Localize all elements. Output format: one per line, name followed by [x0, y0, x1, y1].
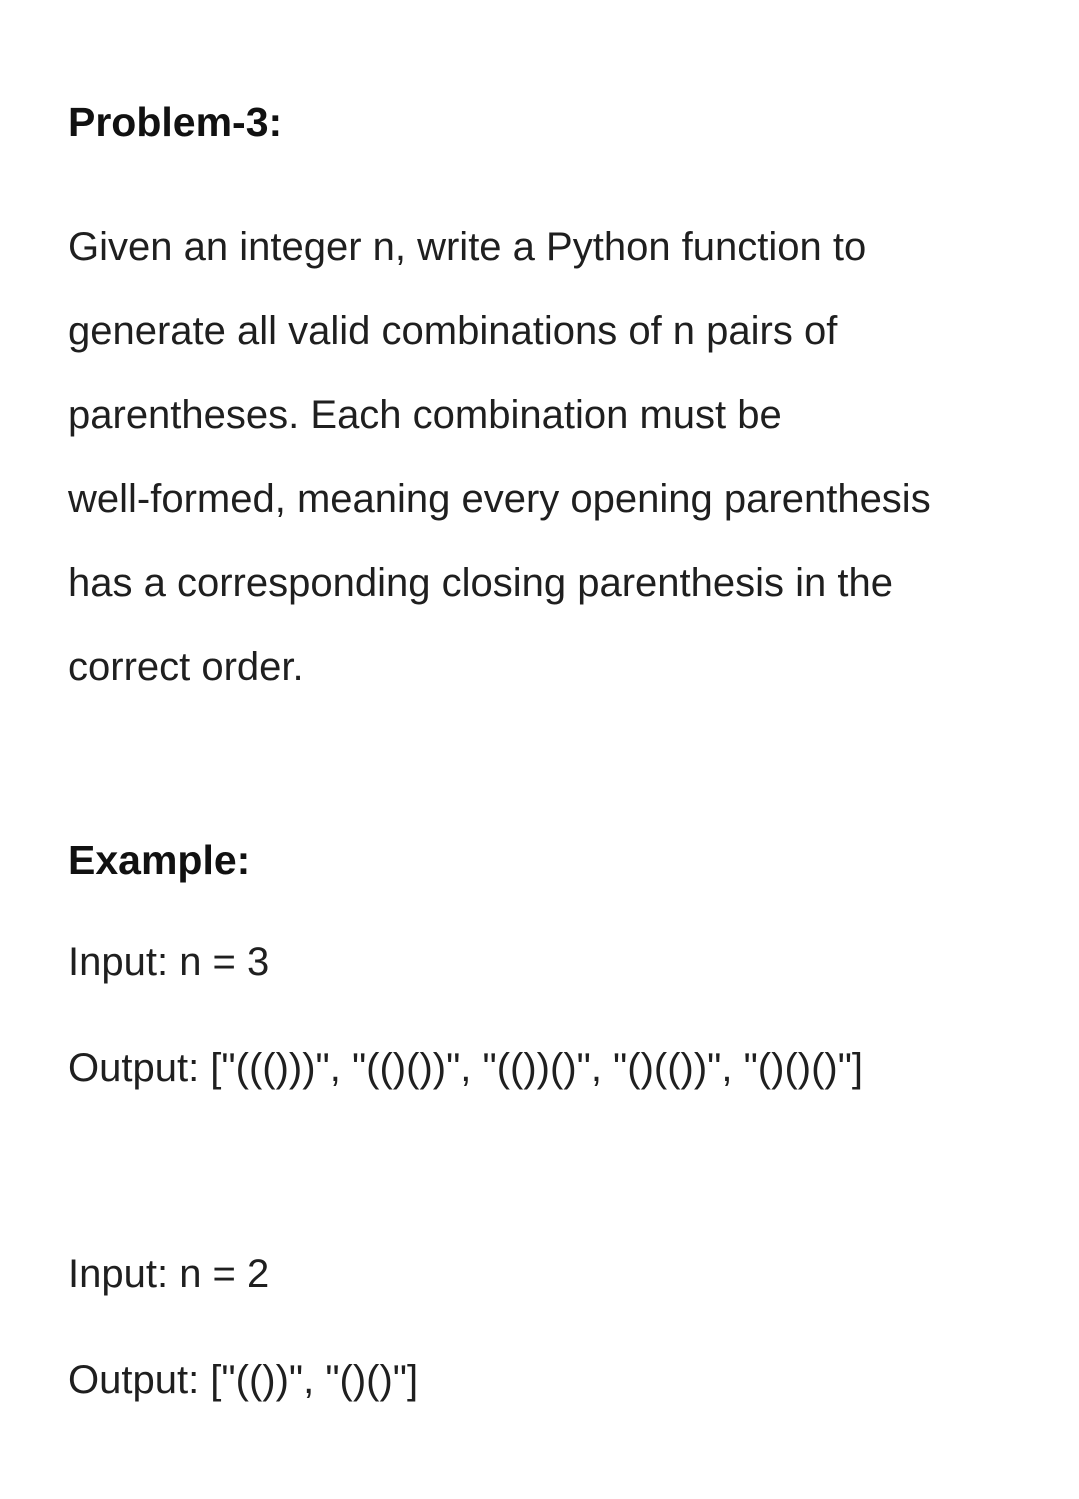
- description-line: Given an integer n, write a Python function to: [68, 225, 867, 269]
- description-line: generate all valid combinations of n pairs of: [68, 309, 838, 353]
- example-output-1: Output: ["((()))", "(()())", "(())()", "()(())", "()()()"]: [68, 1046, 864, 1090]
- description-line: correct order.: [68, 645, 304, 689]
- description-line: has a corresponding closing parenthesis in the: [68, 561, 893, 605]
- example-title: Example:: [68, 837, 251, 883]
- problem-description: [68, 205, 1028, 709]
- example-input-1: Input: n = 3: [68, 940, 270, 984]
- description-line: well-formed, meaning every opening parenthesis: [68, 477, 931, 521]
- example-input-2: Input: n = 2: [68, 1252, 270, 1296]
- problem-title: Problem-3:: [68, 99, 283, 145]
- description-line: parentheses. Each combination must be: [68, 393, 782, 437]
- example-output-2: Output: ["(())", "()()"]: [68, 1358, 419, 1402]
